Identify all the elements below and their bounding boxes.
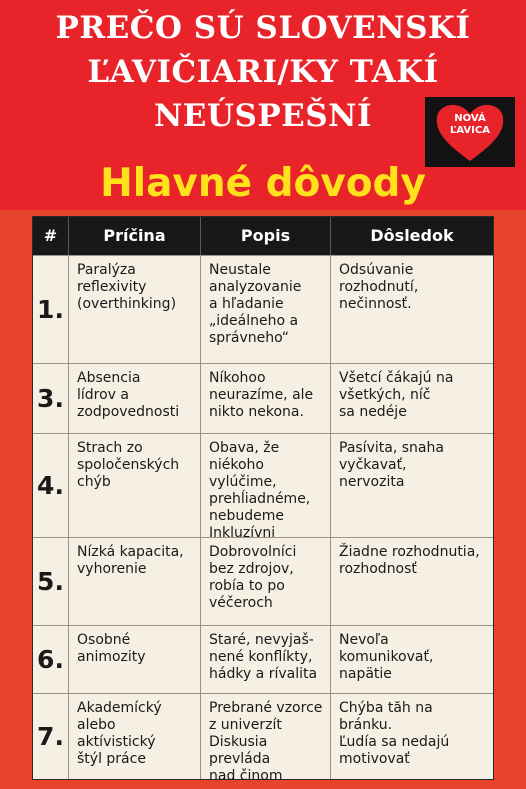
cause-cell: Akademícký alebo aktívistický štýl práce [69,694,201,779]
consequence-cell: Odsúvanie rozhodnutí, nečinnosť. [339,262,419,312]
table-header [33,217,493,255]
column-header-cause: Príčina [69,217,201,255]
column-header-number: # [33,217,69,255]
table-row [33,693,493,784]
cause-cell: Strach zo spoločenských chýb [69,434,201,537]
reasons-table [32,216,494,784]
consequence-cell: Žiadne rozhodnutia, rozhodnosť [339,544,480,577]
consequence-cell: Nevoľa komunikovať, napätie [339,632,434,682]
cause-cell: Osobné animozity [69,626,201,693]
description-cell: Neustale analyzovanie a hľadanie „ideálneho a správneho“ [201,256,331,363]
consequence-cell: Všetcí čákajú na všetkých, níč sa nedéje [339,370,454,420]
description-cell: Dobrovolníci bez zdrojov, robía to po véčeroch [201,538,331,625]
row-number: 6. [33,626,69,693]
table-row [33,363,493,433]
description-cell: Níkohoo neurazíme, ale nikto nekona. [201,364,331,433]
title-line-2: ĽAVIČIARI/KY TAKÍ [87,54,439,90]
cause-cell: Paralýza reflexivity (overthinking) [69,256,201,363]
column-header-description: Popis [201,217,331,255]
row-number: 7. [33,694,69,779]
logo-text: NOVÁ ĽAVICA [450,113,490,136]
description-cell: Prebrané vzorce z univerzít Diskusia prevláda nad činom [201,694,331,779]
column-header-consequence: Dôsledok [370,226,454,245]
row-number: 3. [33,364,69,433]
nova-lavica-logo [425,97,515,167]
description-cell: Staré, nevyjaš- nené konflíkty, hádky a rívalita [201,626,331,693]
title-line-3: NEÚSPEŠNÍ [153,98,373,134]
table-row [33,255,493,363]
row-number: 4. [33,434,69,537]
header-banner [0,0,526,210]
table-row [33,625,493,693]
row-number: 1. [33,256,69,363]
subtitle: Hlavné dôvody [100,161,426,206]
cause-cell: Nízká kapacita, vyhorenie [69,538,201,625]
table-row [33,537,493,625]
table-row [33,433,493,541]
consequence-cell: Chýba tăh na bránku. Ľudía sa nedajú motivovať [339,700,450,767]
row-number: 5. [33,538,69,625]
description-cell: Obava, že niékoho vylúčime, prehĺiadnéme, nebudeme Inkluzívni [201,434,331,537]
consequence-cell: Pasívita, snaha vyčkavať, nervozita [339,440,444,490]
title-line-1: PREČO SÚ SLOVENSKÍ [55,10,471,46]
cause-cell: Absencia lídrov a zodpovednosti [69,364,201,433]
